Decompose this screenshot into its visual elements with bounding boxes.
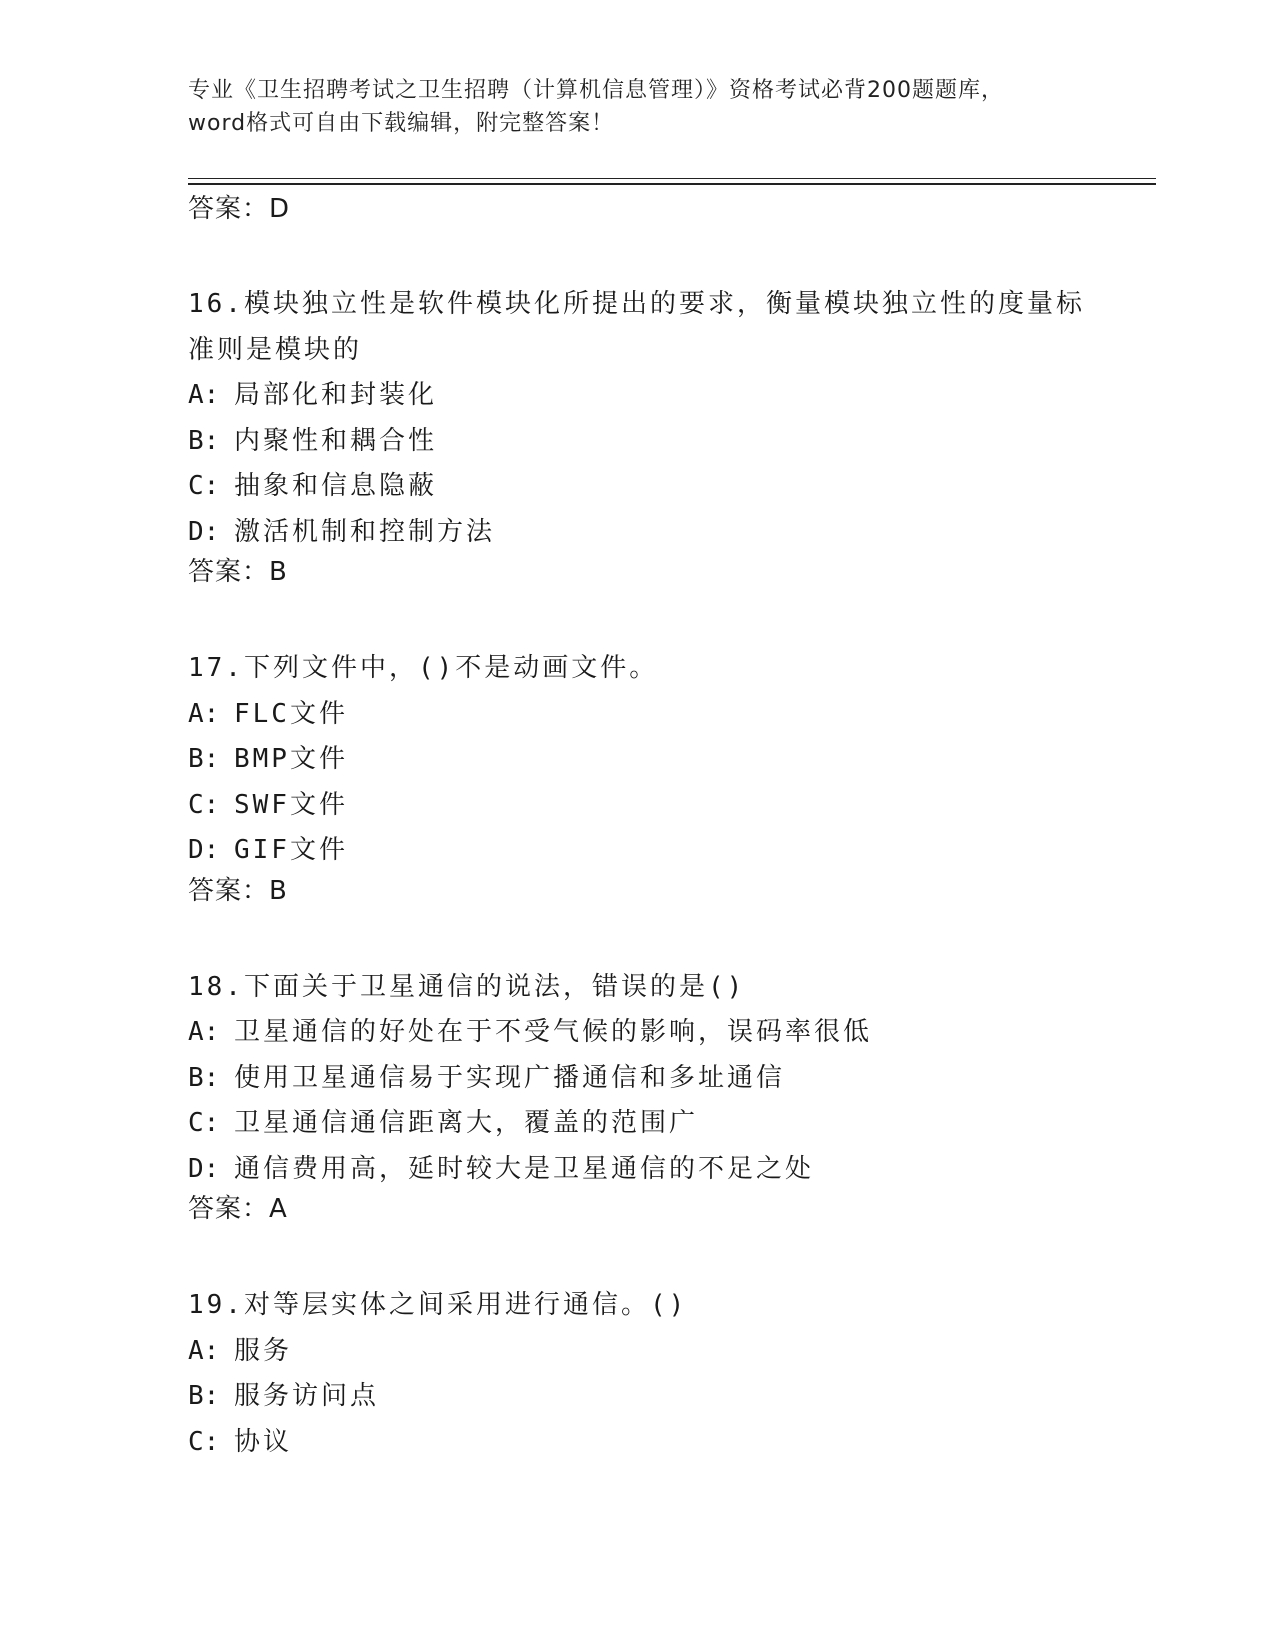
option-b bbox=[188, 737, 1088, 783]
option-letter: C: bbox=[188, 789, 220, 820]
option-b bbox=[188, 1056, 1088, 1102]
header-rule-thick bbox=[188, 183, 1156, 185]
question-stem: 19.对等层实体之间采用进行通信。() bbox=[188, 1290, 688, 1320]
option-text: 激活机制和控制方法 bbox=[234, 516, 496, 547]
option-text: 卫星通信的好处在于不受气候的影响，误码率很低 bbox=[234, 1017, 873, 1047]
option-letter: D: bbox=[188, 1153, 220, 1184]
option-letter: A: bbox=[188, 1017, 220, 1047]
question-19 bbox=[188, 1283, 1088, 1465]
option-text: 服务访问点 bbox=[234, 1381, 380, 1411]
question-list bbox=[188, 282, 1088, 1465]
header-line-2: word格式可自由下载编辑，附完整答案！ bbox=[188, 111, 615, 136]
option-text: 内聚性和耦合性 bbox=[234, 425, 438, 456]
option-letter: D: bbox=[188, 516, 220, 547]
question-16 bbox=[188, 282, 1088, 600]
question-18 bbox=[188, 965, 1088, 1238]
previous-answer: 答案：D bbox=[188, 194, 291, 224]
option-letter: A: bbox=[188, 698, 220, 729]
option-letter: B: bbox=[188, 1062, 220, 1093]
option-letter: B: bbox=[188, 744, 220, 774]
option-b bbox=[188, 419, 1088, 465]
option-c bbox=[188, 1420, 1088, 1466]
option-text: GIF文件 bbox=[234, 835, 348, 865]
option-text: 抽象和信息隐蔽 bbox=[234, 471, 438, 501]
option-a bbox=[188, 692, 1088, 738]
document-header bbox=[188, 74, 1088, 140]
option-c bbox=[188, 783, 1088, 829]
option-a bbox=[188, 1010, 1088, 1056]
option-d bbox=[188, 1147, 1088, 1193]
option-d bbox=[188, 828, 1088, 874]
option-text: SWF文件 bbox=[234, 789, 348, 820]
option-d bbox=[188, 510, 1088, 556]
option-text: BMP文件 bbox=[234, 744, 348, 774]
option-c bbox=[188, 464, 1088, 510]
option-letter: C: bbox=[188, 1108, 220, 1138]
option-text: 局部化和封装化 bbox=[234, 380, 438, 410]
option-c bbox=[188, 1101, 1088, 1147]
option-letter: B: bbox=[188, 425, 220, 456]
question-stem: 16.模块独立性是软件模块化所提出的要求，衡量模块独立性的度量标准则是模块的 bbox=[188, 289, 1085, 365]
option-text: 卫星通信通信距离大，覆盖的范围广 bbox=[234, 1108, 699, 1138]
answer-line: 答案：B bbox=[188, 557, 288, 587]
question-stem: 18.下面关于卫星通信的说法，错误的是() bbox=[188, 971, 746, 1002]
option-letter: D: bbox=[188, 835, 220, 865]
option-letter: C: bbox=[188, 1426, 220, 1457]
option-text: 服务 bbox=[234, 1335, 293, 1366]
option-letter: B: bbox=[188, 1381, 220, 1411]
option-letter: A: bbox=[188, 380, 220, 410]
option-text: 通信费用高，延时较大是卫星通信的不足之处 bbox=[234, 1153, 815, 1184]
option-text: 使用卫星通信易于实现广播通信和多址通信 bbox=[234, 1062, 786, 1093]
header-line-1: 专业《卫生招聘考试之卫生招聘（计算机信息管理）》资格考试必背200题题库， bbox=[188, 78, 1004, 103]
option-letter: C: bbox=[188, 471, 220, 501]
option-a bbox=[188, 1329, 1088, 1375]
option-a bbox=[188, 373, 1088, 419]
answer-line: 答案：A bbox=[188, 1194, 288, 1224]
header-rule-thin bbox=[188, 178, 1156, 179]
option-text: FLC文件 bbox=[234, 698, 348, 729]
answer-line: 答案：B bbox=[188, 875, 288, 906]
option-b bbox=[188, 1374, 1088, 1420]
question-17 bbox=[188, 646, 1088, 919]
option-text: 协议 bbox=[234, 1426, 293, 1457]
option-letter: A: bbox=[188, 1335, 220, 1366]
question-stem: 17.下列文件中，()不是动画文件。 bbox=[188, 653, 659, 683]
